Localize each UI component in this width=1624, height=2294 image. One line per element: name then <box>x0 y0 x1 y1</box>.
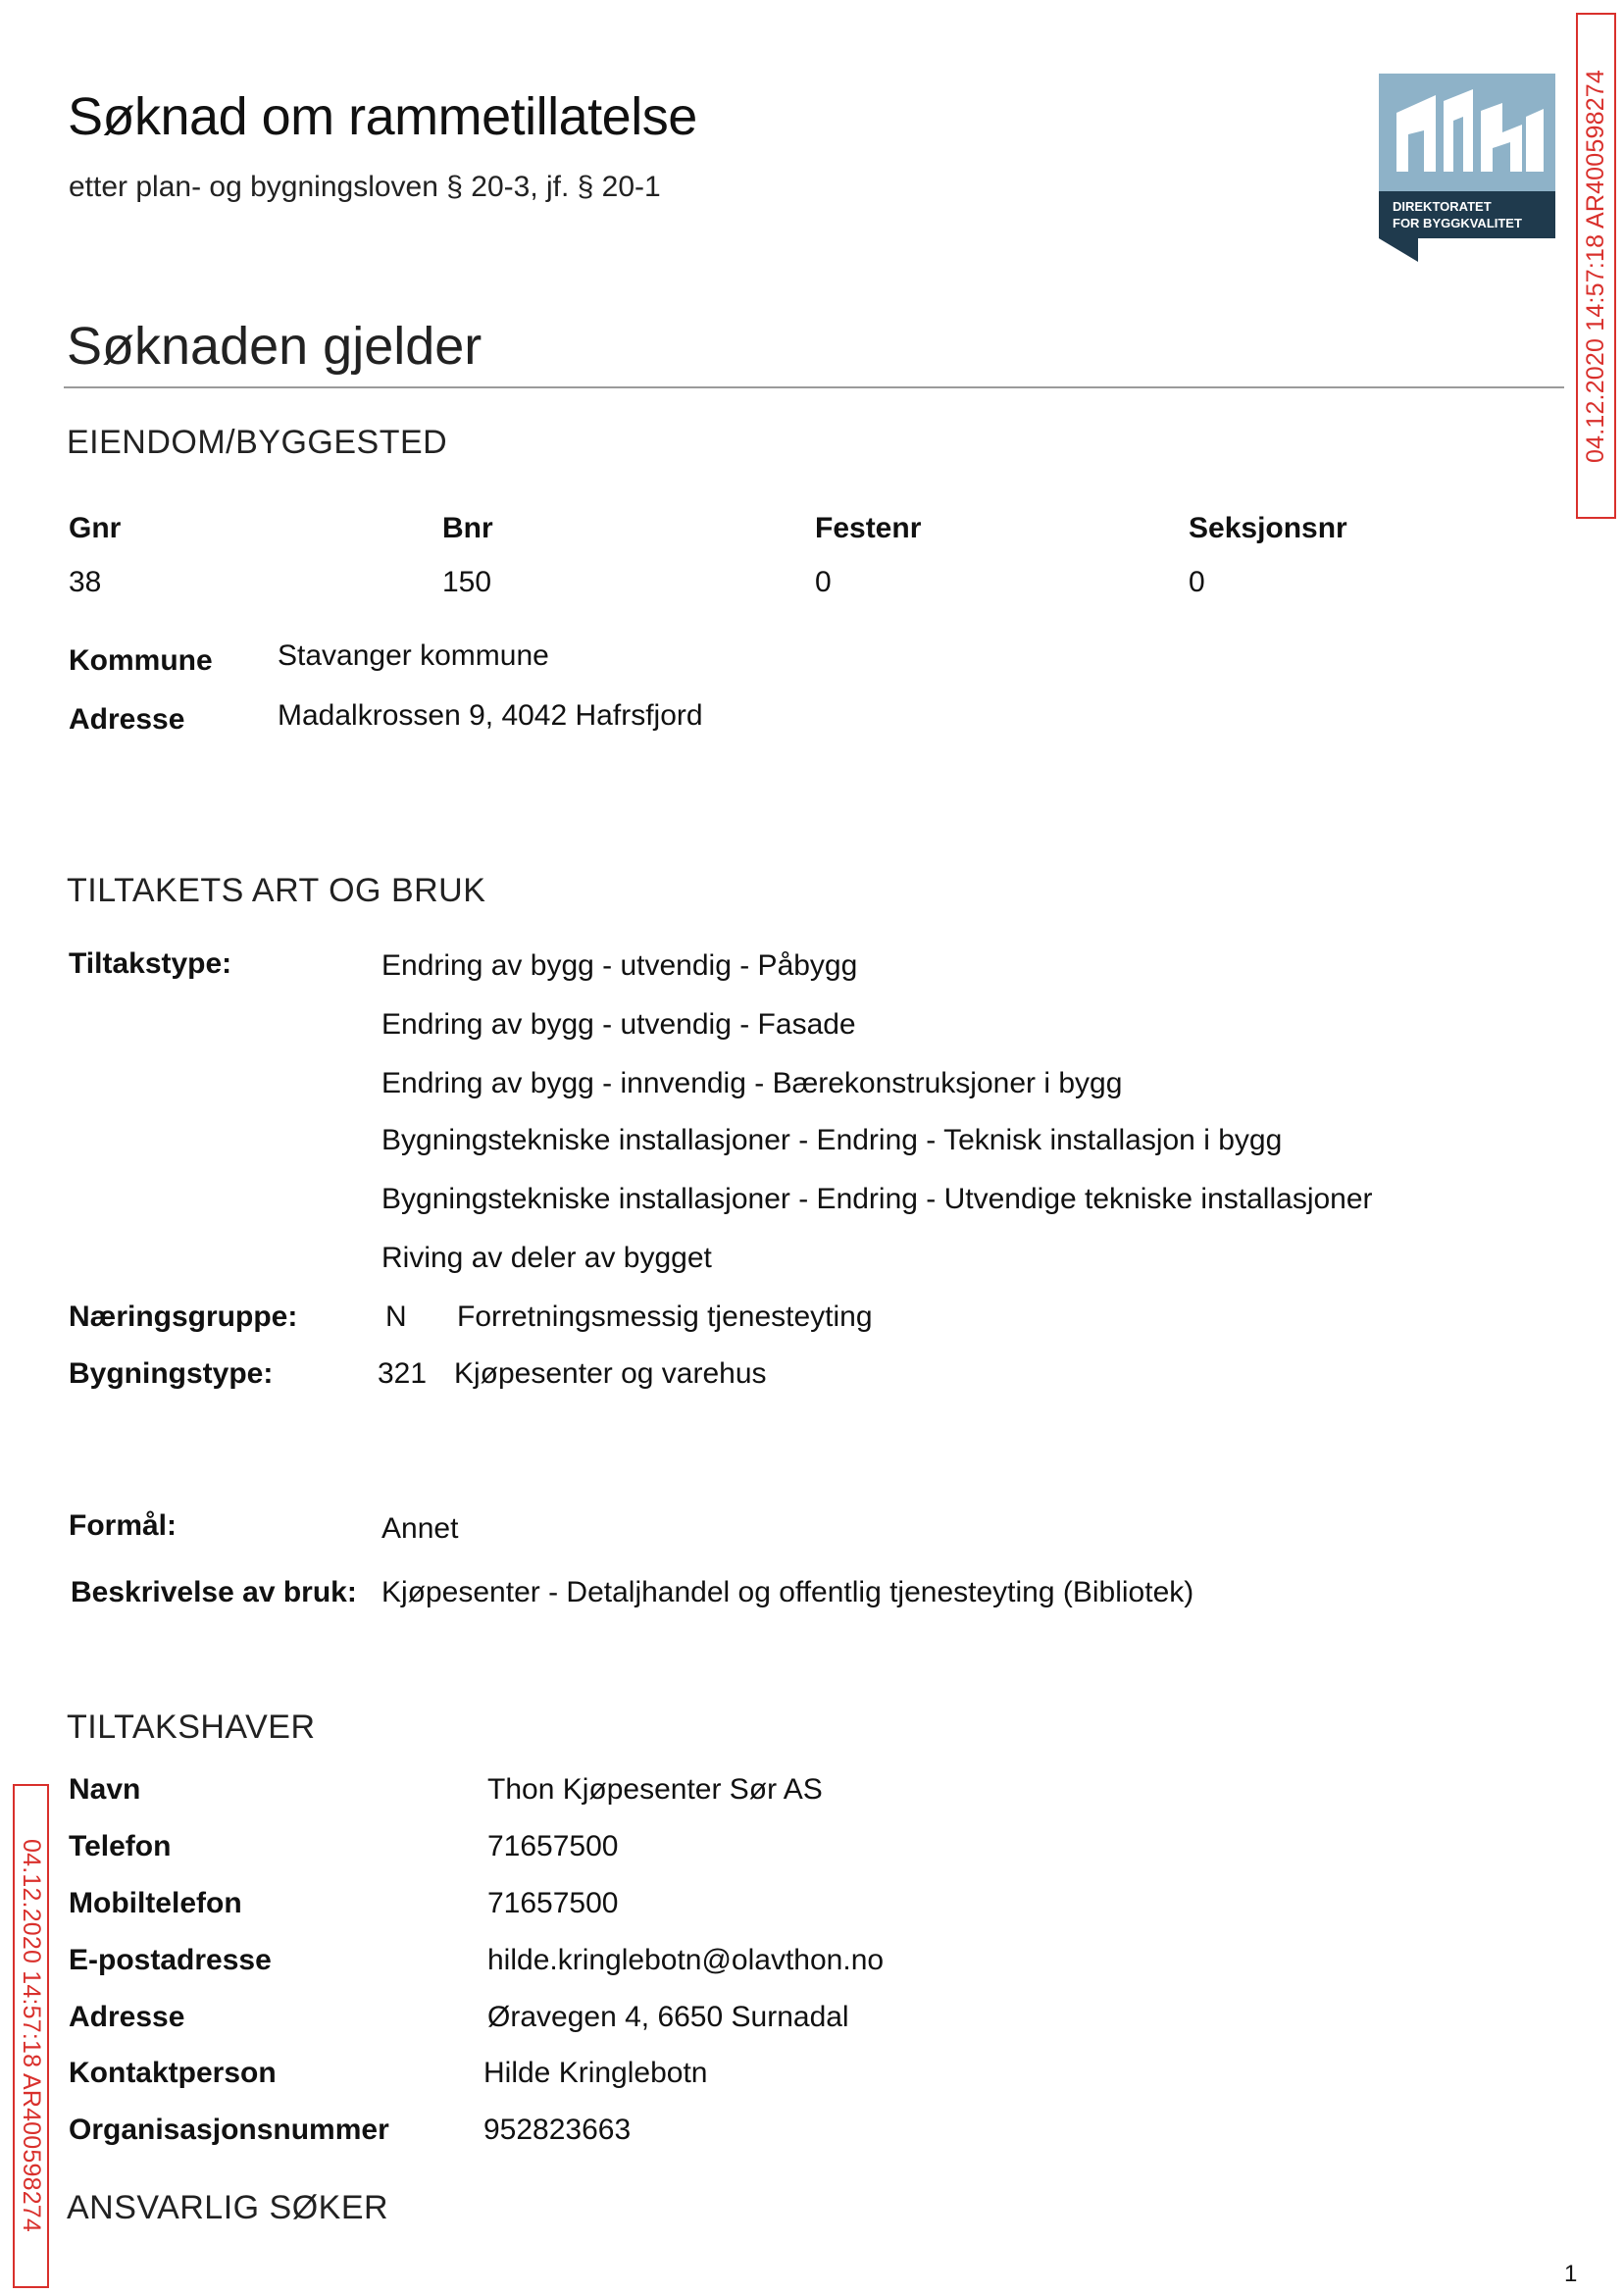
gnr-value: 38 <box>69 566 102 598</box>
telefon-value: 71657500 <box>487 1830 619 1862</box>
naeringsgruppe-code: N <box>385 1300 407 1333</box>
dibk-logo <box>1379 74 1555 262</box>
section-heading: Søknaden gjelder <box>67 317 482 376</box>
kommune-label: Kommune <box>69 644 213 677</box>
bnr-value: 150 <box>442 566 492 598</box>
orgnr-label: Organisasjonsnummer <box>69 2114 389 2146</box>
tiltakstype-item: Endring av bygg - innvendig - Bærekonstruksjoner i bygg <box>381 1067 1123 1099</box>
adresse-label: Adresse <box>69 703 185 736</box>
mobiltelefon-label: Mobiltelefon <box>69 1887 242 1919</box>
adresse-value: Madalkrossen 9, 4042 Hafrsfjord <box>278 699 703 732</box>
tiltakstype-item: Bygningstekniske installasjoner - Endring - Teknisk installasjon i bygg <box>381 1124 1283 1156</box>
bygningstype-label: Bygningstype: <box>69 1357 274 1390</box>
archive-stamp-top: 04.12.2020 14:57:18 AR400598274 <box>1576 13 1616 519</box>
page-title: Søknad om rammetillatelse <box>68 87 697 146</box>
tiltakshaver-adresse-value: Øravegen 4, 6650 Surnadal <box>487 2001 849 2033</box>
telefon-label: Telefon <box>69 1830 172 1862</box>
kommune-value: Stavanger kommune <box>278 639 549 672</box>
tiltakstype-item: Riving av deler av bygget <box>381 1242 712 1274</box>
tiltakstype-item: Endring av bygg - utvendig - Fasade <box>381 1008 856 1041</box>
tiltakstype-label: Tiltakstype: <box>69 947 232 980</box>
navn-label: Navn <box>69 1773 141 1806</box>
eiendom-heading: EIENDOM/BYGGESTED <box>67 424 448 461</box>
section-divider <box>64 386 1564 388</box>
festenr-label: Festenr <box>815 512 922 544</box>
mobiltelefon-value: 71657500 <box>487 1887 619 1919</box>
logo-line-2: FOR BYGGKVALITET <box>1393 216 1522 230</box>
epost-label: E-postadresse <box>69 1944 272 1976</box>
epost-value: hilde.kringlebotn@olavthon.no <box>487 1944 885 1976</box>
formal-value: Annet <box>381 1512 459 1545</box>
naeringsgruppe-label: Næringsgruppe: <box>69 1300 298 1333</box>
naeringsgruppe-value: Forretningsmessig tjenesteyting <box>457 1300 873 1333</box>
beskrivelse-value: Kjøpesenter - Detaljhandel og offentlig tjenesteyting (Bibliotek) <box>381 1576 1194 1608</box>
ansvarlig-heading: ANSVARLIG SØKER <box>67 2189 389 2226</box>
logo-line-1: DIREKTORATET <box>1393 199 1492 214</box>
tiltakstype-item: Bygningstekniske installasjoner - Endring - Utvendige tekniske installasjoner <box>381 1183 1373 1215</box>
tiltakshaver-adresse-label: Adresse <box>69 2001 185 2033</box>
tiltak-heading: TILTAKETS ART OG BRUK <box>67 872 486 909</box>
tiltakshaver-heading: TILTAKSHAVER <box>67 1708 316 1746</box>
seksjonsnr-value: 0 <box>1189 566 1205 598</box>
beskrivelse-label: Beskrivelse av bruk: <box>71 1576 357 1608</box>
navn-value: Thon Kjøpesenter Sør AS <box>487 1773 823 1806</box>
kontaktperson-value: Hilde Kringlebotn <box>483 2057 708 2089</box>
page-number: 1 <box>1564 2261 1578 2287</box>
gnr-label: Gnr <box>69 512 122 544</box>
orgnr-value: 952823663 <box>483 2114 632 2146</box>
bygningstype-code: 321 <box>378 1357 428 1390</box>
seksjonsnr-label: Seksjonsnr <box>1189 512 1347 544</box>
festenr-value: 0 <box>815 566 832 598</box>
formal-label: Formål: <box>69 1509 178 1542</box>
page-subtitle: etter plan- og bygningsloven § 20-3, jf. § 20-1 <box>69 171 661 203</box>
bygningstype-value: Kjøpesenter og varehus <box>454 1357 767 1390</box>
archive-stamp-left: 04.12.2020 14:57:18 AR400598274 <box>13 1784 49 2288</box>
bnr-label: Bnr <box>442 512 493 544</box>
building-logo-icon <box>1379 74 1555 262</box>
tiltakstype-item: Endring av bygg - utvendig - Påbygg <box>381 949 858 982</box>
kontaktperson-label: Kontaktperson <box>69 2057 277 2089</box>
